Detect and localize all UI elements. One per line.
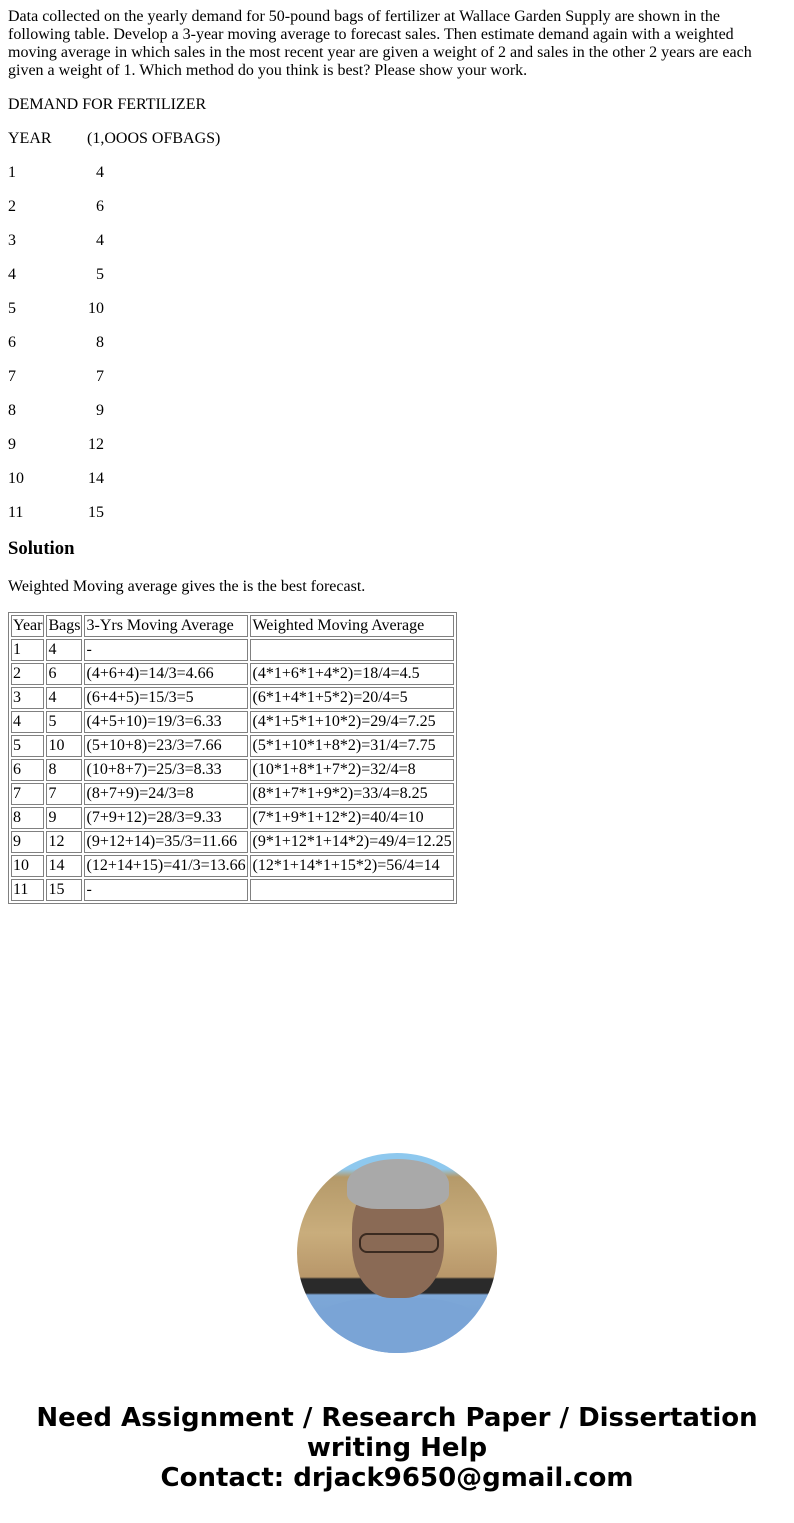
demand-year: 9: [8, 436, 16, 453]
table-cell: 5: [11, 735, 44, 757]
table-cell: (9*1+12*1+14*2)=49/4=12.25: [250, 831, 453, 853]
table-cell: 9: [46, 807, 82, 829]
table-cell: (4*1+5*1+10*2)=29/4=7.25: [250, 711, 453, 733]
document-body: [8, 8, 778, 904]
table-row: [11, 759, 454, 781]
demand-row: [8, 164, 778, 182]
table-cell: 4: [11, 711, 44, 733]
solution-table: [8, 612, 457, 904]
demand-row: [8, 470, 778, 488]
table-cell: 6: [46, 663, 82, 685]
table-cell: 15: [46, 879, 82, 901]
table-row: [11, 831, 454, 853]
table-cell: (9+12+14)=35/3=11.66: [84, 831, 248, 853]
promo-banner: [0, 1403, 794, 1493]
demand-row: [8, 504, 778, 522]
table-cell: 5: [46, 711, 82, 733]
demand-value: 7: [96, 368, 104, 385]
table-cell: 4: [46, 687, 82, 709]
demand-year: 5: [8, 300, 16, 317]
demand-value: 8: [96, 334, 104, 351]
solution-heading: Solution: [8, 538, 75, 559]
table-cell: 4: [46, 639, 82, 661]
table-cell: (7+9+12)=28/3=9.33: [84, 807, 248, 829]
table-cell: 3: [11, 687, 44, 709]
author-avatar: [297, 1153, 497, 1353]
table-cell: (10*1+8*1+7*2)=32/4=8: [250, 759, 453, 781]
table-cell: 9: [11, 831, 44, 853]
table-cell: 10: [11, 855, 44, 877]
demand-year: 4: [8, 266, 16, 283]
year-column-label: YEAR: [8, 130, 52, 147]
table-cell: (4+5+10)=19/3=6.33: [84, 711, 248, 733]
table-cell: (4+6+4)=14/3=4.66: [84, 663, 248, 685]
demand-row: [8, 232, 778, 250]
demand-row: [8, 334, 778, 352]
avatar-glasses: [359, 1233, 439, 1253]
table-title: DEMAND FOR FERTILIZER: [8, 96, 207, 113]
table-cell: [250, 639, 453, 661]
demand-row: [8, 402, 778, 420]
demand-list: [8, 164, 778, 522]
column-header: 3-Yrs Moving Average: [84, 615, 248, 637]
table-cell: (8*1+7*1+9*2)=33/4=8.25: [250, 783, 453, 805]
table-cell: 1: [11, 639, 44, 661]
table-row: [11, 663, 454, 685]
table-row: [11, 783, 454, 805]
table-cell: 7: [11, 783, 44, 805]
demand-value: 12: [88, 436, 104, 453]
table-cell: -: [84, 879, 248, 901]
table-cell: 8: [11, 807, 44, 829]
demand-header-row: [8, 130, 778, 148]
column-header: Weighted Moving Average: [250, 615, 453, 637]
table-cell: (12+14+15)=41/3=13.66: [84, 855, 248, 877]
table-row: [11, 711, 454, 733]
demand-value: 15: [88, 504, 104, 521]
table-cell: 8: [46, 759, 82, 781]
table-row: [11, 807, 454, 829]
demand-year: 6: [8, 334, 16, 351]
table-cell: (5*1+10*1+8*2)=31/4=7.75: [250, 735, 453, 757]
table-cell: (8+7+9)=24/3=8: [84, 783, 248, 805]
demand-year: 3: [8, 232, 16, 249]
column-header: Year: [11, 615, 44, 637]
demand-value: 10: [88, 300, 104, 317]
column-header: Bags: [46, 615, 82, 637]
table-cell: (4*1+6*1+4*2)=18/4=4.5: [250, 663, 453, 685]
table-cell: 7: [46, 783, 82, 805]
demand-year: 10: [8, 470, 24, 487]
promo-line-1: Need Assignment / Research Paper / Dissertation: [36, 1403, 758, 1433]
solution-conclusion: Weighted Moving average gives the is the best forecast.: [8, 578, 366, 595]
demand-value: 14: [88, 470, 104, 487]
table-cell: 10: [46, 735, 82, 757]
table-cell: (12*1+14*1+15*2)=56/4=14: [250, 855, 453, 877]
table-cell: 14: [46, 855, 82, 877]
demand-row: [8, 368, 778, 386]
demand-row: [8, 436, 778, 454]
table-cell: (6*1+4*1+5*2)=20/4=5: [250, 687, 453, 709]
promo-contact: Contact: drjack9650@gmail.com: [160, 1463, 634, 1493]
demand-year: 2: [8, 198, 16, 215]
table-row: [11, 879, 454, 901]
table-row: [11, 687, 454, 709]
demand-row: [8, 198, 778, 216]
table-cell: -: [84, 639, 248, 661]
demand-year: 7: [8, 368, 16, 385]
table-cell: (5+10+8)=23/3=7.66: [84, 735, 248, 757]
table-cell: (7*1+9*1+12*2)=40/4=10: [250, 807, 453, 829]
demand-column-label: (1,OOOS OFBAGS): [87, 130, 221, 147]
demand-value: 5: [96, 266, 104, 283]
table-row: [11, 735, 454, 757]
question-text: Data collected on the yearly demand for 50-pound bags of fertilizer at Wallace Garden Supply are shown in the following table. Develop a 3-year moving average to forecast sales. Then estimate demand again with a weighted moving average in which sales in the most recent year are given a weight of 2 and sales in the other 2 years are each given a weight of 1. Which method do you think is best? Please show your work.: [8, 8, 752, 79]
demand-row: [8, 300, 778, 318]
demand-value: 4: [96, 232, 104, 249]
demand-year: 8: [8, 402, 16, 419]
demand-value: 4: [96, 164, 104, 181]
demand-year: 11: [8, 504, 24, 521]
table-cell: 6: [11, 759, 44, 781]
table-cell: 11: [11, 879, 44, 901]
avatar-hair: [347, 1159, 449, 1209]
promo-line-2: writing Help: [306, 1433, 488, 1463]
demand-row: [8, 266, 778, 284]
table-cell: (6+4+5)=15/3=5: [84, 687, 248, 709]
table-cell: [250, 879, 453, 901]
table-cell: (10+8+7)=25/3=8.33: [84, 759, 248, 781]
demand-value: 6: [96, 198, 104, 215]
table-row: [11, 855, 454, 877]
table-row: [11, 639, 454, 661]
table-cell: 2: [11, 663, 44, 685]
table-header-row: [11, 615, 454, 637]
avatar-shirt: [307, 1298, 487, 1353]
demand-year: 1: [8, 164, 16, 181]
demand-value: 9: [96, 402, 104, 419]
table-cell: 12: [46, 831, 82, 853]
